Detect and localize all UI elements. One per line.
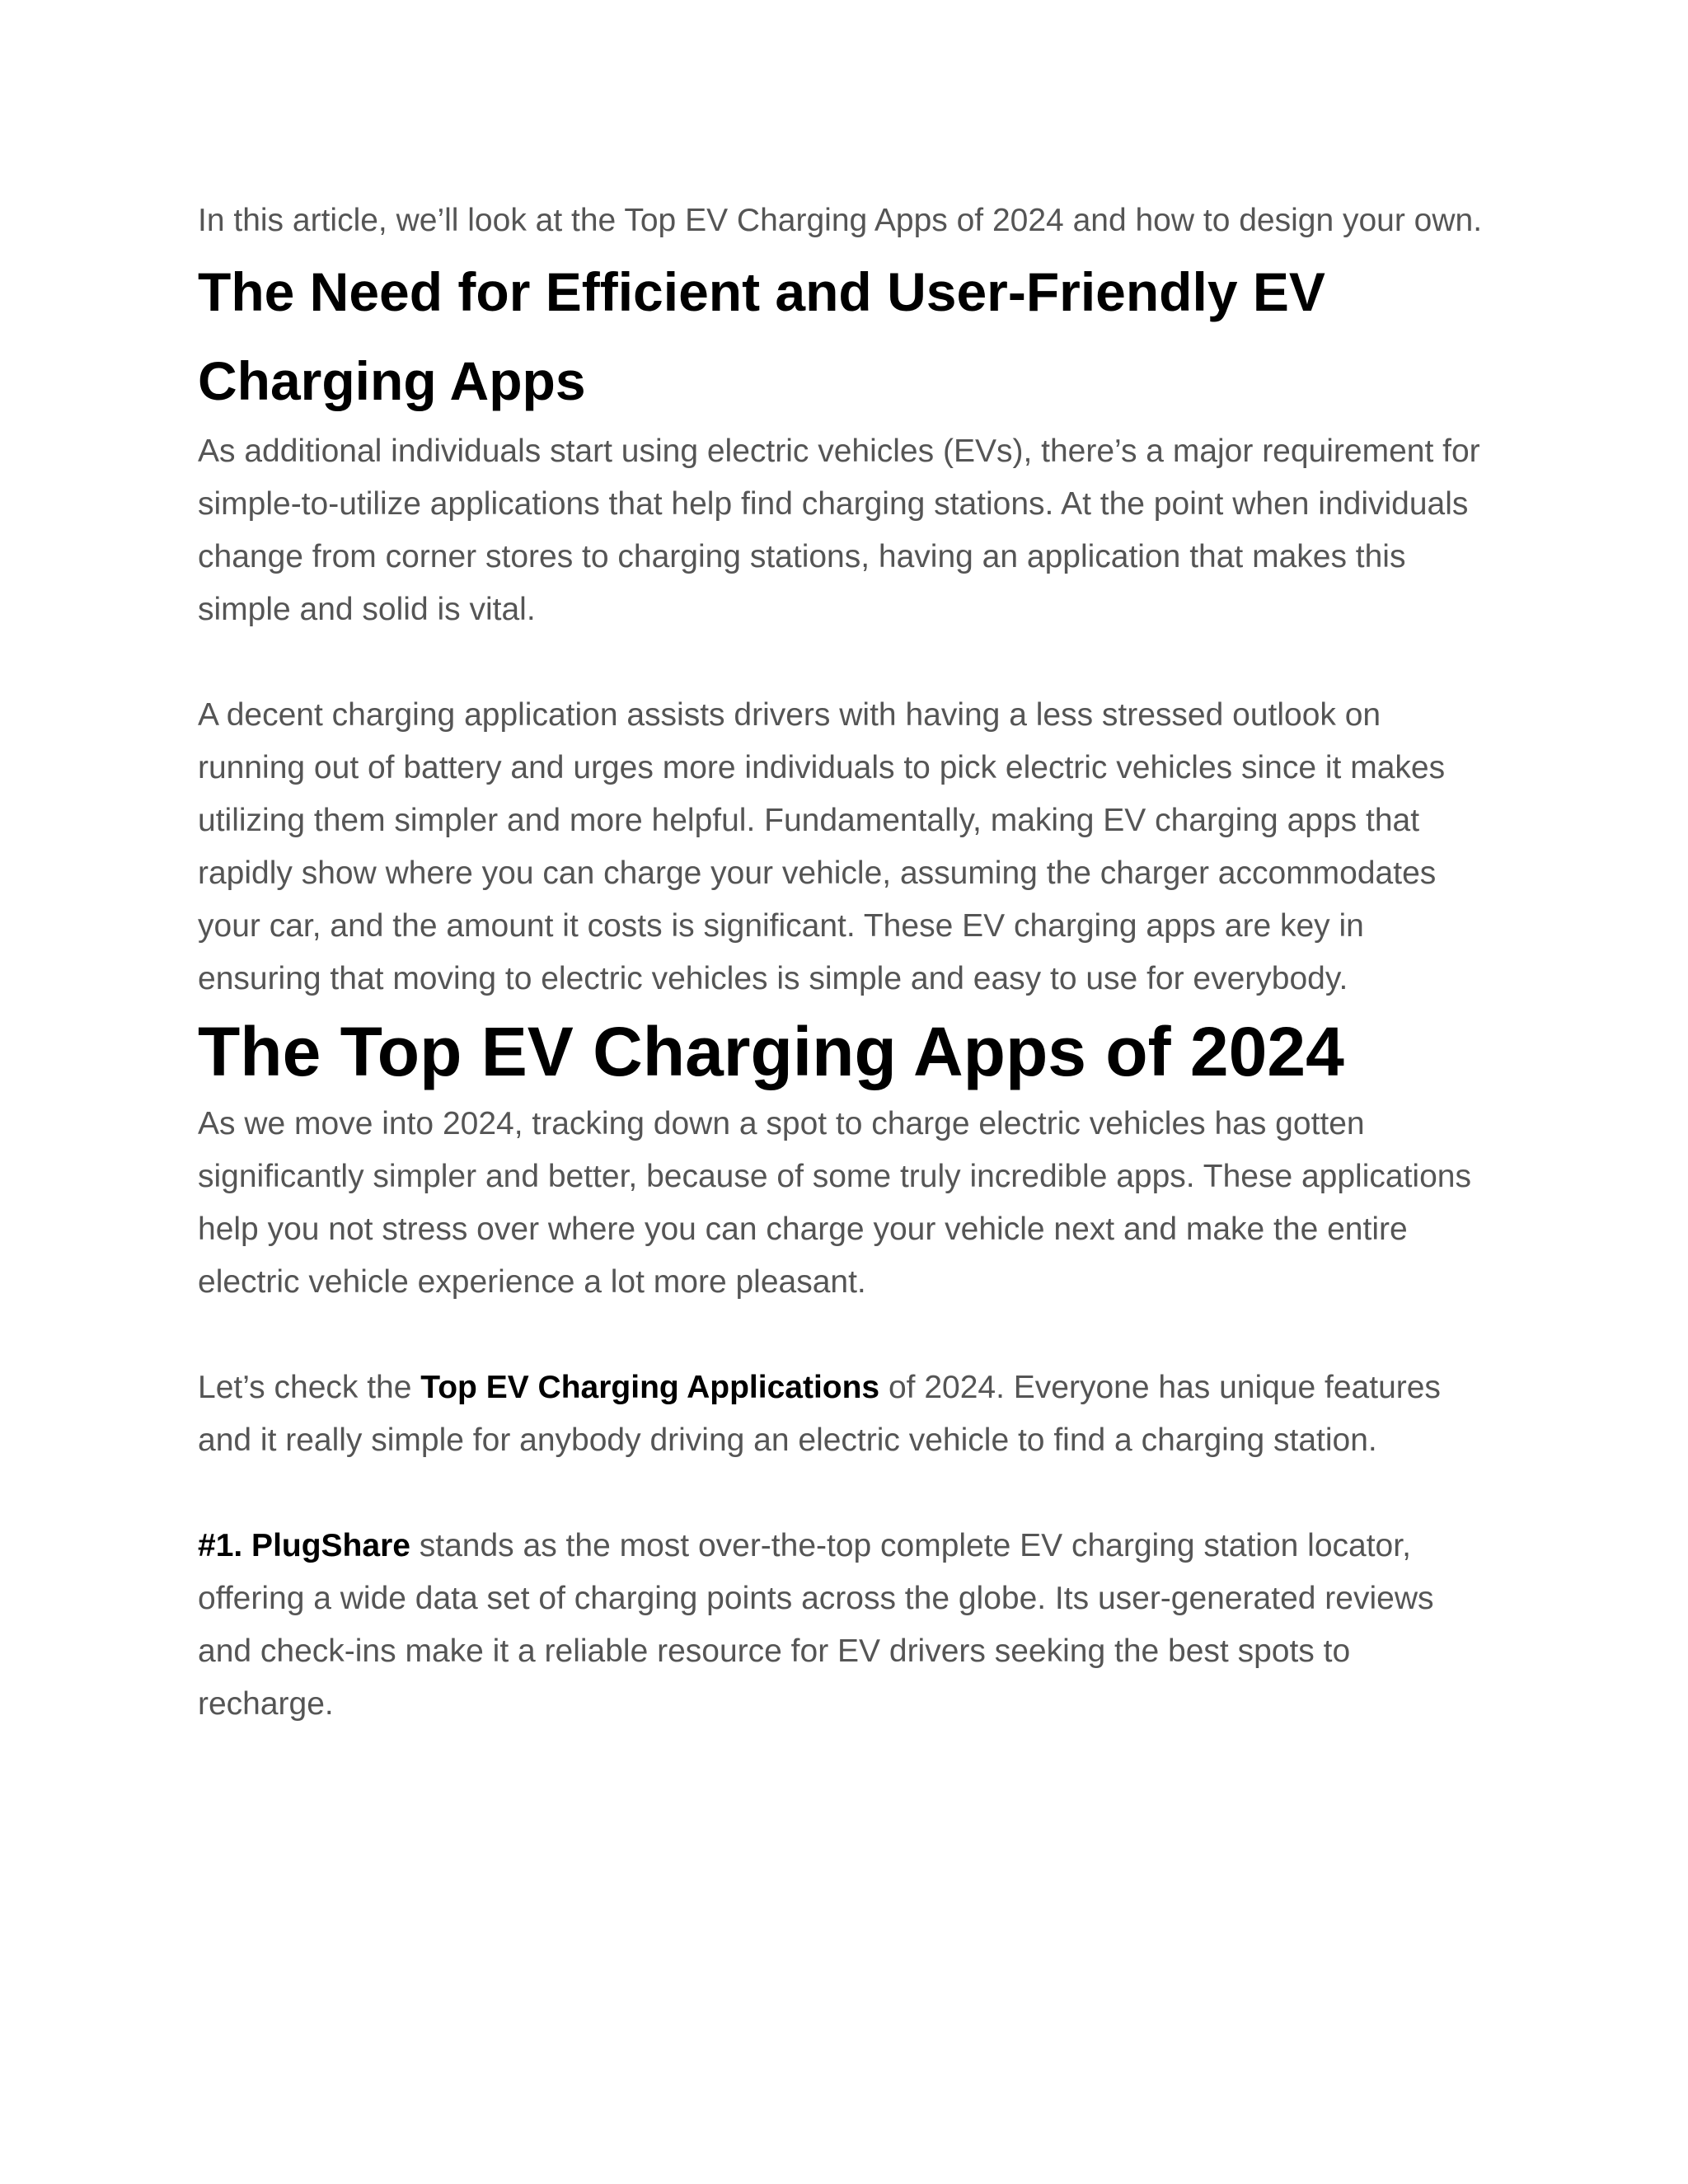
- top-apps-trailing-text: of 2024. Everyone has unique features and it really simple for anybody driving an electric vehicle to find a charging station.: [198, 1370, 1441, 1458]
- plugshare-label: #1. PlugShare: [198, 1528, 410, 1563]
- document-page: [198, 194, 1488, 1731]
- need-paragraph-2: A decent charging application assists drivers with having a less stressed outlook on running out of battery and urges more individuals to pick electric vehicles since it makes utilizing them simpler and more helpful. Fundamentally, making EV charging apps that rapidly show where you can charge your vehicle, assuming the charger accommodates your car, and the amount it costs is significant. These EV charging apps are key in ensuring that moving to electric vehicles is simple and easy to use for everybody.: [198, 697, 1446, 996]
- top-apps-paragraph-1: As we move into 2024, tracking down a spot to charge electric vehicles has gotten significantly simpler and better, because of some truly incredible apps. These applications help you not stress over where you can charge your vehicle next and make the entire electric vehicle experience a lot more pleasant.: [198, 1106, 1471, 1300]
- plugshare-paragraph: [198, 1520, 1488, 1731]
- section-heading-top-apps: The Top EV Charging Apps of 2024: [198, 1013, 1344, 1090]
- section-heading-need: The Need for Efficient and User-Friendly EV Charging Apps: [198, 261, 1325, 411]
- top-apps-bold-text: Top EV Charging Applications: [420, 1370, 880, 1405]
- paragraph-spacer: [198, 1467, 1488, 1520]
- paragraph-spacer: [198, 1309, 1488, 1361]
- plugshare-description: stands as the most over-the-top complete EV charging station locator, offering a wide data set of charging points across the globe. Its user-generated reviews and check-ins make it a reliable resource for EV drivers seeking the best spots to recharge.: [198, 1528, 1434, 1722]
- paragraph-spacer: [198, 636, 1488, 689]
- lets-check-text: Let’s check the: [198, 1370, 421, 1405]
- top-apps-paragraph-2: [198, 1361, 1488, 1467]
- intro-paragraph: In this article, we’ll look at the Top EV Charging Apps of 2024 and how to design your own.: [198, 203, 1483, 238]
- need-paragraph-1: As additional individuals start using electric vehicles (EVs), there’s a major requirement for simple-to-utilize applications that help find charging stations. At the point when individuals change from corner stores to charging stations, having an application that makes this simple and solid is vital.: [198, 434, 1480, 627]
